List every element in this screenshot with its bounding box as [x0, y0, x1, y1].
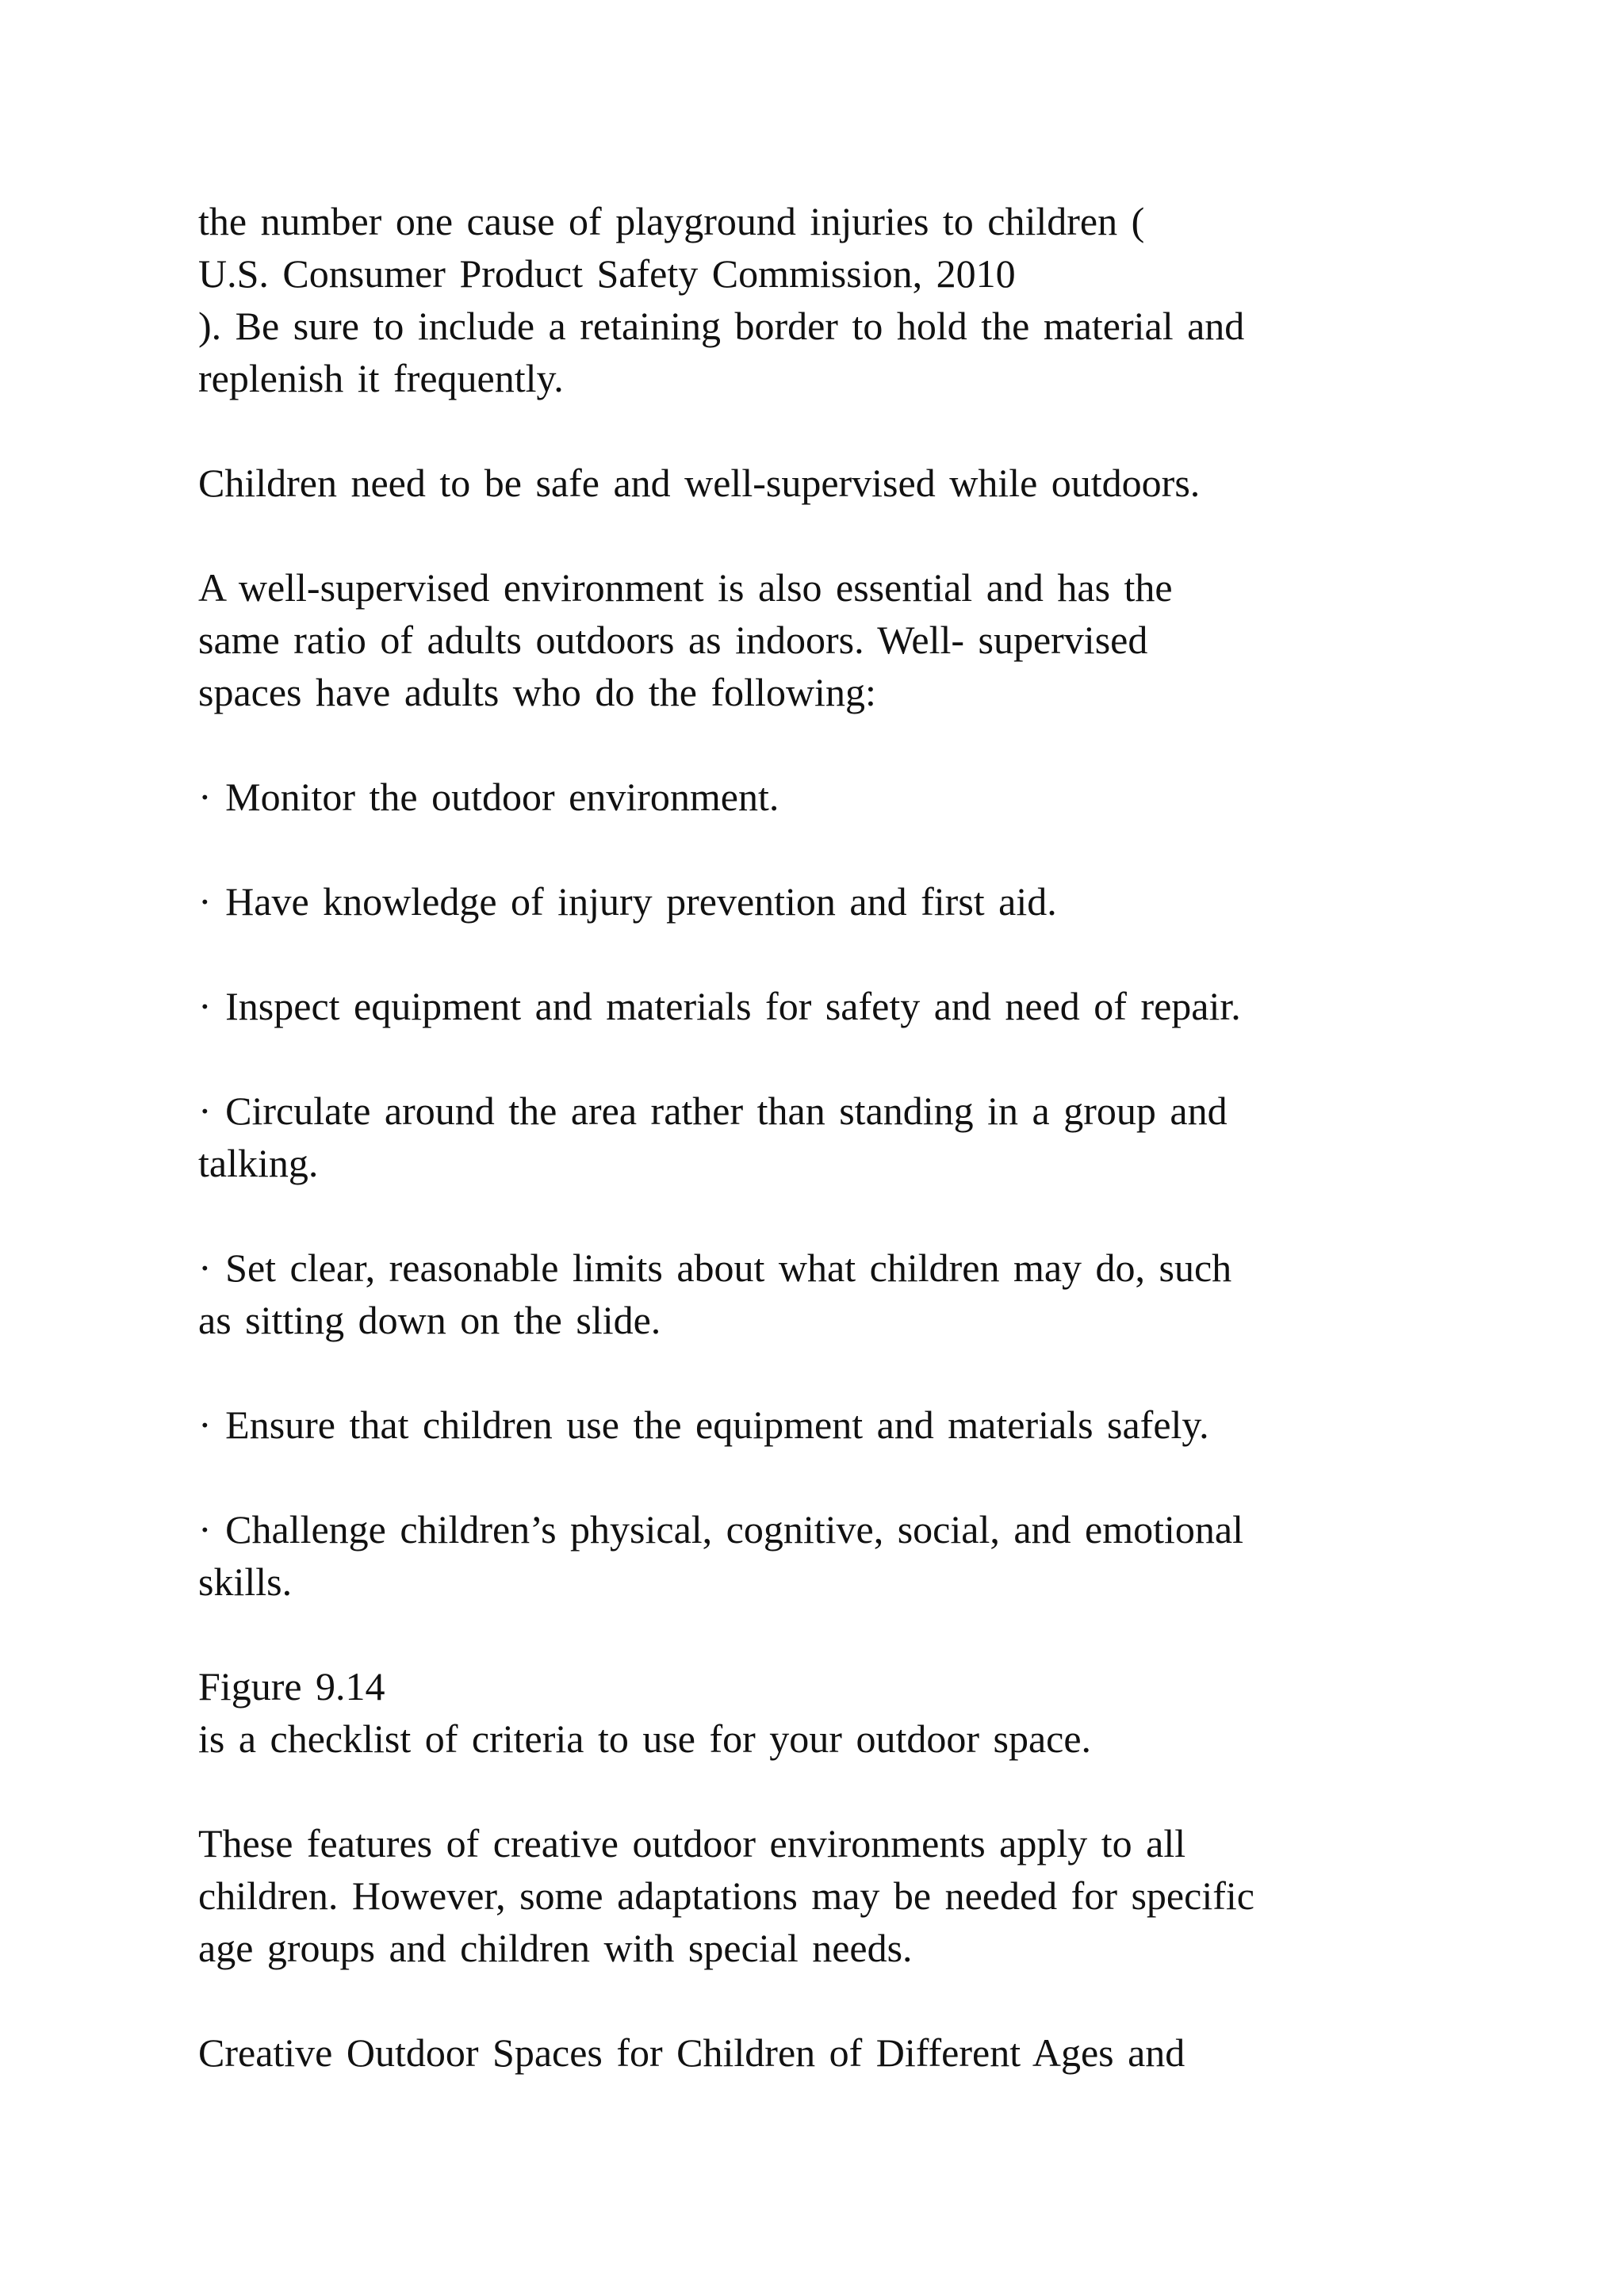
list-item-ensure-safe-use: · Ensure that children use the equipment and materials safely.: [198, 1402, 1209, 1447]
list-item-set-limits: · Set clear, reasonable limits about what children may do, such as sitting down on the slide.: [198, 1246, 1232, 1342]
list-item-monitor: · Monitor the outdoor environment.: [198, 775, 779, 819]
paragraph-features-apply: These features of creative outdoor environments apply to all children. However, some adaptations may be needed for specific age groups and children with special needs.: [198, 1821, 1254, 1970]
paragraph-well-supervised-environment: A well-supervised environment is also essential and has the same ratio of adults outdoors as indoors. Well- supervised spaces have adults who do the following:: [198, 565, 1173, 714]
list-item-circulate: · Circulate around the area rather than standing in a group and talking.: [198, 1089, 1228, 1185]
paragraph-playground-injuries: the number one cause of playground injuries to children ( U.S. Consumer Product Safety Commission, 2010 ). Be sure to include a retaining border to hold the material and replenish it frequently.: [198, 199, 1245, 400]
document-body: [198, 195, 1467, 2079]
paragraph-figure-reference: Figure 9.14 is a checklist of criteria to use for your outdoor space.: [198, 1664, 1092, 1761]
section-heading-creative-outdoor-spaces: Creative Outdoor Spaces for Children of Different Ages and: [198, 2030, 1185, 2075]
list-item-injury-prevention: · Have knowledge of injury prevention and first aid.: [198, 879, 1057, 924]
paragraph-safe-supervised: Children need to be safe and well-supervised while outdoors.: [198, 461, 1201, 505]
list-item-inspect-equipment: · Inspect equipment and materials for safety and need of repair.: [198, 984, 1241, 1028]
list-item-challenge-skills: · Challenge children’s physical, cognitive, social, and emotional skills.: [198, 1507, 1243, 1604]
